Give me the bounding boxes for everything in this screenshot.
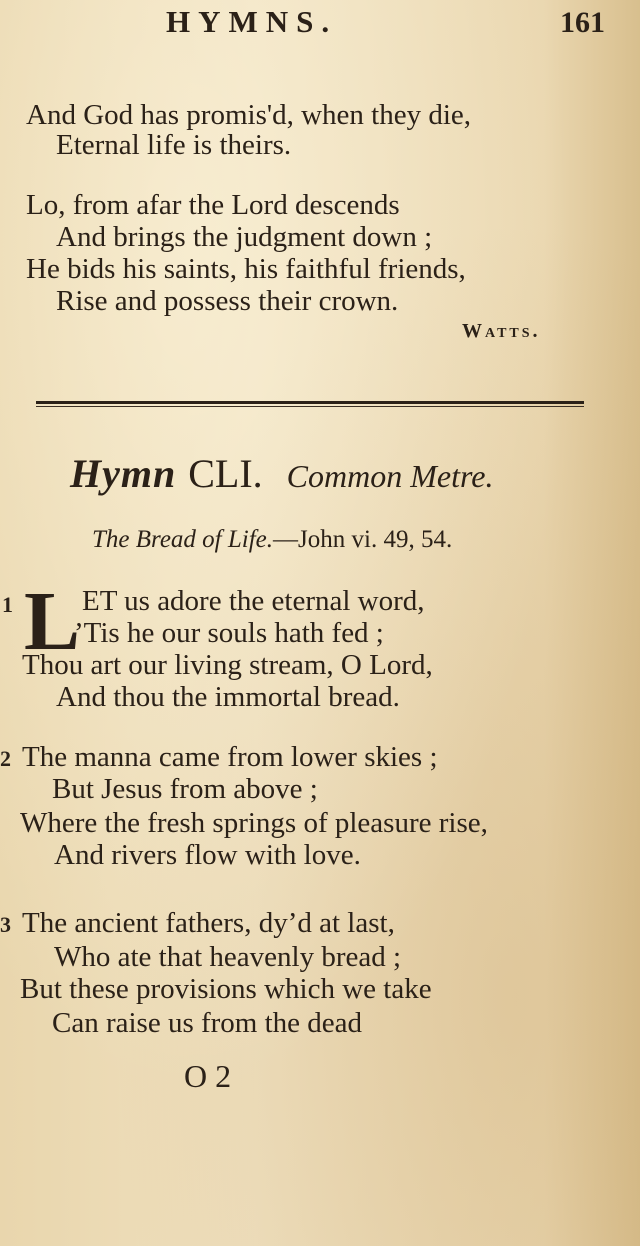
- page-number: 161: [560, 6, 605, 39]
- hymn-heading: [70, 450, 493, 500]
- verse-line: But Jesus from above ;: [52, 773, 318, 805]
- subtitle-title: The Bread of Life.: [92, 526, 274, 553]
- verse-line: And thou the immortal bread.: [56, 681, 400, 713]
- verse-line: And brings the judgment down ;: [56, 221, 433, 253]
- verse-line: The ancient fathers, dy’d at last,: [22, 907, 395, 939]
- verse-line: And rivers flow with love.: [54, 839, 361, 871]
- author-attribution: Watts.: [462, 320, 541, 342]
- section-divider: [36, 401, 584, 404]
- section-divider-thin: [36, 406, 584, 407]
- verse-line: And God has promis'd, when they die,: [26, 99, 471, 131]
- verse-line: Where the fresh springs of pleasure rise,: [20, 807, 488, 839]
- drop-cap: L: [24, 575, 81, 668]
- verse-line: Who ate that heavenly bread ;: [54, 941, 402, 973]
- verse-line: But these provisions which we take: [20, 973, 432, 1005]
- running-head: HYMNS.: [166, 4, 338, 39]
- verse-line: Thou art our living stream, O Lord,: [22, 649, 433, 681]
- stanza-number: 2: [0, 746, 11, 771]
- stanza-number: 1: [2, 592, 13, 617]
- verse-line: The manna came from lower skies ;: [22, 741, 438, 773]
- scripture-reference: —John vi. 49, 54.: [273, 526, 453, 553]
- stanza-number: 3: [0, 912, 11, 937]
- verse-line: ’Tis he our souls hath fed ;: [74, 617, 384, 649]
- hymn-metre: Common Metre.: [286, 458, 494, 494]
- verse-line: He bids his saints, his faithful friends,: [26, 253, 466, 285]
- hymn-number: CLI.: [188, 451, 263, 496]
- verse-line: Lo, from afar the Lord descends: [26, 189, 400, 221]
- verse-line: Eternal life is theirs.: [56, 129, 292, 161]
- verse-line: Can raise us from the dead: [52, 1007, 363, 1039]
- hymn-label: Hymn: [70, 451, 177, 496]
- verse-line: Rise and possess their crown.: [56, 285, 399, 317]
- hymn-subtitle: [92, 526, 452, 554]
- printer-signature: O 2: [184, 1058, 232, 1094]
- verse-line: ET us adore the eternal word,: [82, 585, 425, 617]
